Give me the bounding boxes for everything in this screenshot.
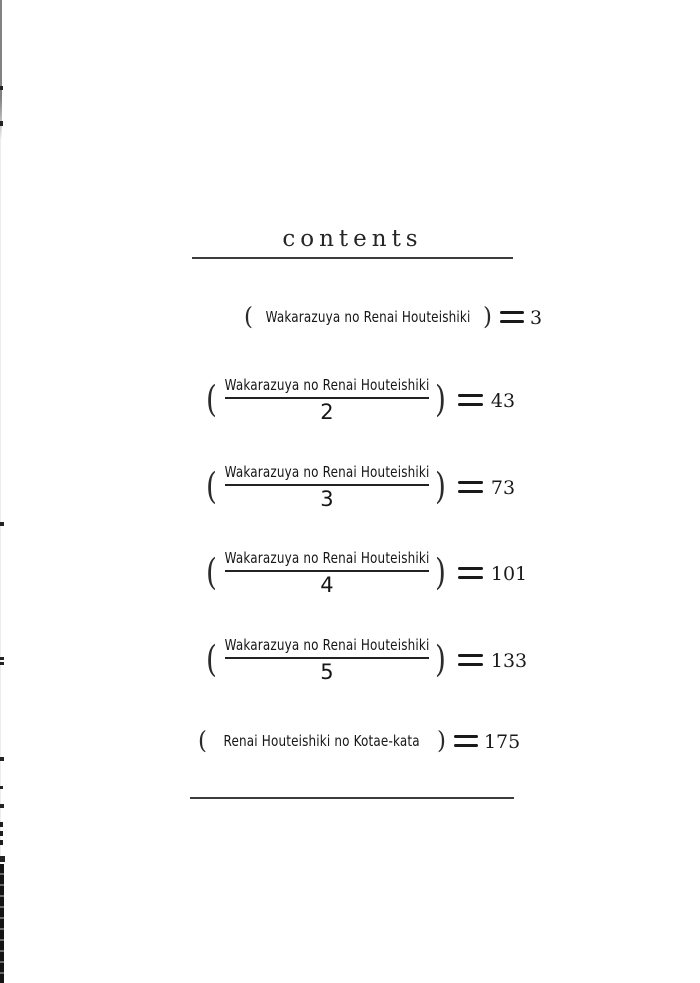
page-number: 3 [529,307,543,329]
equals-sign [454,733,478,749]
equals-sign [458,479,483,495]
entry-title: Wakarazuya no Renai Houteishiki [224,635,430,654]
scan-mark [0,657,4,660]
toc-entry [206,545,527,601]
entry-body [225,636,429,684]
open-paren-symbol: ( [198,726,207,755]
equals-sign [458,392,483,408]
page-title: contents [282,226,423,252]
toc-entry [198,724,520,758]
open-paren-symbol: ( [244,302,253,331]
fraction-denominator: 2 [320,399,334,424]
entry-title: Wakarazuya no Renai Houteishiki [224,375,430,394]
close-paren-symbol: ) [434,550,446,594]
open-paren-symbol: ( [206,550,217,594]
page-number: 101 [490,563,528,585]
page-number: 73 [490,477,516,499]
toc-entry [206,632,527,688]
entry-title: Renai Houteishiki no Kotae-kata [223,732,421,750]
toc-entry [244,300,542,334]
entry-body [220,732,424,750]
scan-mark [0,522,4,526]
open-paren-symbol: ( [206,637,217,681]
scan-mark [0,822,3,848]
fraction-bar [225,570,429,572]
entry-title: Wakarazuya no Renai Houteishiki [224,548,430,567]
entry-body [266,308,470,326]
close-paren-symbol: ) [482,302,492,331]
entry-body [225,463,429,511]
page-number: 175 [483,731,521,753]
fraction-bar [225,397,429,399]
close-paren-symbol: ) [434,637,446,681]
toc-entry [206,372,515,428]
left-edge-scan-line [0,0,2,140]
scan-mark [0,86,3,90]
page-number: 133 [490,650,528,672]
page-number: 43 [490,390,516,412]
entry-body [225,549,429,597]
entry-title: Wakarazuya no Renai Houteishiki [224,462,430,481]
title-underline [192,257,513,259]
open-paren-symbol: ( [206,464,217,508]
equals-sign [458,652,483,668]
fraction-denominator: 4 [320,572,334,597]
scan-mark [0,864,4,983]
entry-title: Wakarazuya no Renai Houteishiki [265,308,471,326]
toc-entry [206,459,515,515]
scan-mark [0,757,4,761]
fraction-denominator: 3 [320,486,334,511]
equals-sign [500,309,524,325]
scan-mark [0,856,5,862]
bottom-rule [190,797,514,799]
scan-mark [0,662,4,665]
close-paren-symbol: ) [436,726,446,755]
scan-mark [0,786,3,789]
entry-body [225,376,429,424]
fraction-bar [225,484,429,486]
open-paren-symbol: ( [206,377,217,421]
close-paren-symbol: ) [434,377,446,421]
equals-sign [458,565,483,581]
scan-mark [0,804,4,808]
fraction-bar [225,657,429,659]
close-paren-symbol: ) [434,464,446,508]
fraction-denominator: 5 [320,659,334,684]
scan-mark [0,121,3,126]
